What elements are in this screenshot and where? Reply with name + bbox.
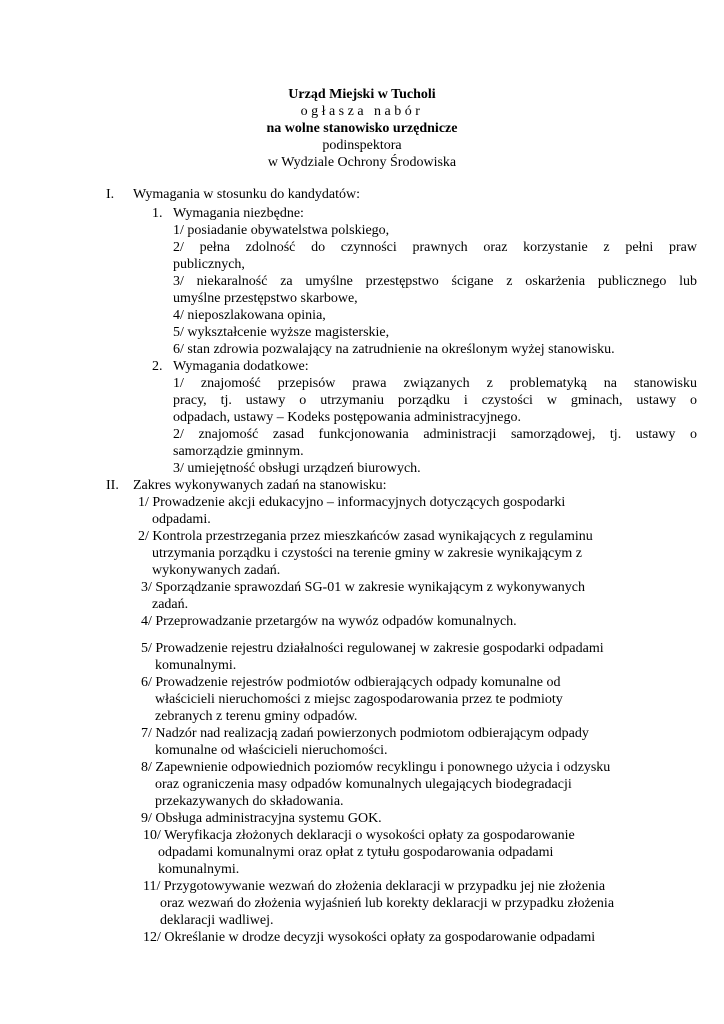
section2-number: II. <box>106 478 119 493</box>
announcement-line: ogłasza nabór <box>300 104 424 119</box>
req2-item: pracy, tj. ustawy o utrzymaniu porządku i czystości w gminach, ustawy o <box>173 393 697 408</box>
req1-number: 1. <box>152 206 163 221</box>
task-line: utrzymania porządku i czystości na terenie gminy w zakresie wynikającym z <box>152 546 582 561</box>
task-line: 9/ Obsługa administracyjna systemu GOK. <box>141 811 382 826</box>
task-line: 12/ Określanie w drodze decyzji wysokości opłaty za gospodarowanie odpadami <box>143 930 596 945</box>
req2-item: 1/ znajomość przepisów prawa związanych z problematyką na stanowisku <box>173 376 697 391</box>
task-line: 3/ Sporządzanie sprawozdań SG-01 w zakresie wynikającym z wykonywanych <box>141 580 585 595</box>
task-line: komunalnymi. <box>158 862 240 877</box>
task-line: 10/ Weryfikacja złożonych deklaracji o wysokości opłaty za gospodarowanie <box>143 828 575 843</box>
task-line: oraz ograniczenia masy odpadów komunalnych ulegających biodegradacji <box>155 777 572 792</box>
req2-title: Wymagania dodatkowe: <box>173 359 309 374</box>
task-line: 7/ Nadzór nad realizacją zadań powierzonych podmiotom odbierającym odpady <box>141 726 589 741</box>
req1-item: 1/ posiadanie obywatelstwa polskiego, <box>173 223 390 238</box>
req1-item: umyślne przestępstwo skarbowe, <box>173 291 358 306</box>
office-name: Urząd Miejski w Tucholi <box>288 87 436 102</box>
position-line: na wolne stanowisko urzędnicze <box>266 121 458 136</box>
department-line: w Wydziale Ochrony Środowiska <box>267 155 457 170</box>
task-line: komunalne od właścicieli nieruchomości. <box>155 743 388 758</box>
task-line: 11/ Przygotowywanie wezwań do złożenia deklaracji w przypadku jej nie złożenia <box>143 879 606 894</box>
req1-item: 2/ pełna zdolność do czynności prawnych oraz korzystanie z pełni praw <box>173 240 697 255</box>
task-line: zadań. <box>152 597 189 612</box>
task-line: właścicieli nieruchomości z miejsc zagospodarowania przez te podmioty <box>155 692 563 707</box>
req1-item: 5/ wykształcenie wyższe magisterskie, <box>173 325 390 340</box>
task-line: odpadami komunalnymi oraz opłat z tytułu gospodarowania odpadami <box>158 845 554 860</box>
req2-item: samorządzie gminnym. <box>173 444 304 459</box>
task-line: wykonywanych zadań. <box>152 563 281 578</box>
task-line: deklaracji wadliwej. <box>160 913 274 928</box>
task-line: 5/ Prowadzenie rejestru działalności regulowanej w zakresie gospodarki odpadami <box>141 641 604 656</box>
task-line: 4/ Przeprowadzanie przetargów na wywóz odpadów komunalnych. <box>141 614 517 629</box>
task-line: zebranych z terenu gminy odpadów. <box>155 709 358 724</box>
req1-item: 4/ nieposzlakowana opinia, <box>173 308 326 323</box>
req1-item: 3/ niekaralność za umyślne przestępstwo ścigane z oskarżenia publicznego lub <box>173 274 697 289</box>
req1-item: publicznych, <box>173 257 245 272</box>
task-line: 2/ Kontrola przestrzegania przez mieszkańców zasad wynikających z regulaminu <box>138 529 593 544</box>
req2-item: odpadach, ustawy – Kodeks postępowania administracyjnego. <box>173 410 521 425</box>
req2-item: 2/ znajomość zasad funkcjonowania administracji samorządowej, tj. ustawy o <box>173 427 697 442</box>
task-line: 8/ Zapewnienie odpowiednich poziomów recyklingu i ponownego użycia i odzysku <box>141 760 611 775</box>
section1-number: I. <box>106 187 115 202</box>
role-line: podinspektora <box>322 138 402 153</box>
task-line: przekazywanych do składowania. <box>155 794 344 809</box>
task-line: odpadami. <box>152 512 211 527</box>
task-line: 6/ Prowadzenie rejestrów podmiotów odbierających odpady komunalne od <box>141 675 561 690</box>
task-line: oraz wezwań do złożenia wyjaśnień lub korekty deklaracji w przypadku złożenia <box>160 896 615 911</box>
req1-title: Wymagania niezbędne: <box>173 206 304 221</box>
task-line: komunalnymi. <box>155 658 237 673</box>
section2-title: Zakres wykonywanych zadań na stanowisku: <box>133 478 387 493</box>
task-line: 1/ Prowadzenie akcji edukacyjno – informacyjnych dotyczących gospodarki <box>138 495 566 510</box>
req1-item: 6/ stan zdrowia pozwalający na zatrudnienie na określonym wyżej stanowisku. <box>173 342 615 357</box>
section1-title: Wymagania w stosunku do kandydatów: <box>133 187 361 202</box>
req2-item: 3/ umiejętność obsługi urządzeń biurowych. <box>173 461 421 476</box>
req2-number: 2. <box>152 359 163 374</box>
